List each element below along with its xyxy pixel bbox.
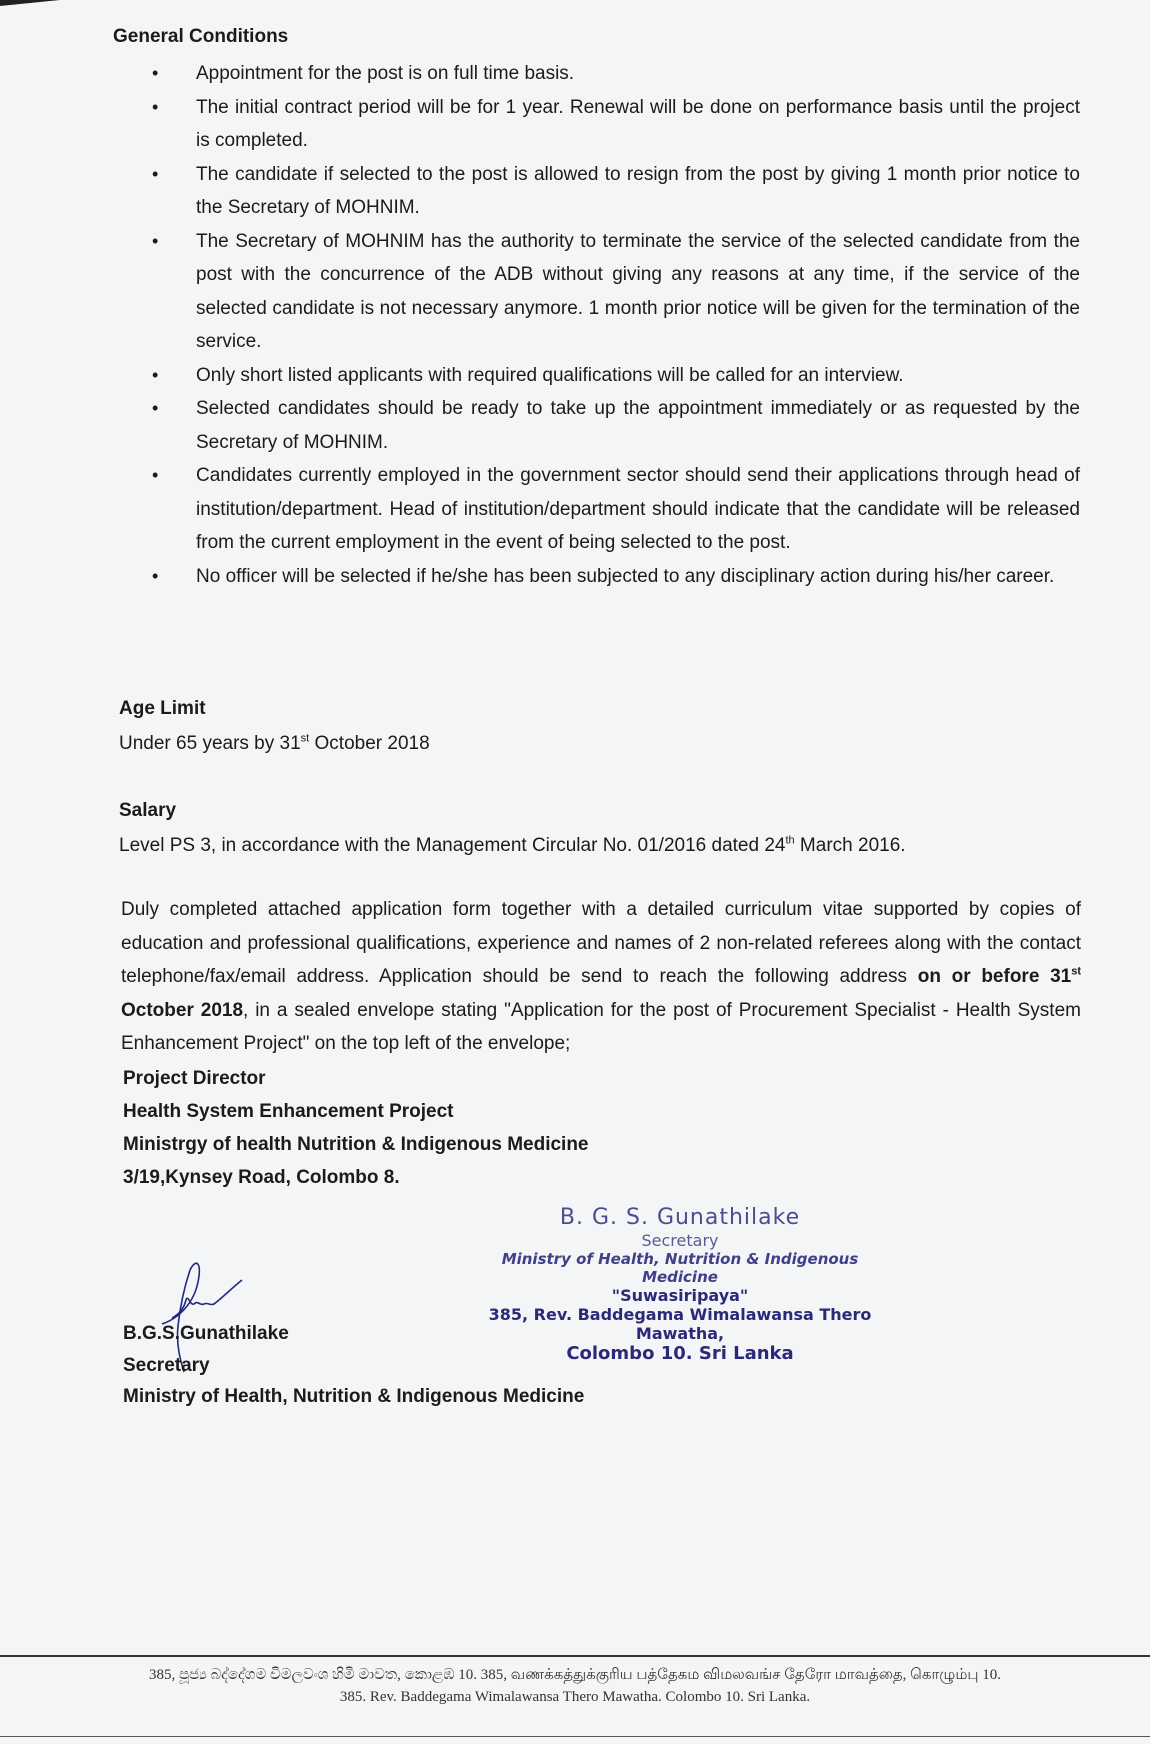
condition-item: • Candidates currently employed in the government sector should send their applications through head of institution/department. Head of institution/department should indicate that the candidate will be released from the current employment in the event of being selected to the post.: [150, 459, 1080, 560]
footer-address-english: 385. Rev. Baddegama Wimalawansa Thero Mawatha. Colombo 10. Sri Lanka.: [339, 1689, 811, 1705]
address-line: Ministrgy of health Nutrition & Indigenous Medicine: [123, 1134, 589, 1155]
salary-heading: Salary: [119, 800, 177, 821]
condition-item: • The initial contract period will be for 1 year. Renewal will be done on performance basis until the project is completed.: [150, 91, 1080, 158]
stamp-ministry: Ministry of Health, Nutrition & Indigenous Medicine: [501, 1250, 859, 1286]
stamp-title: Secretary: [641, 1231, 719, 1250]
age-limit-text: Under 65 years by 31st October 2018: [119, 732, 430, 754]
stamp-building: "Suwasiripaya": [611, 1286, 749, 1305]
footer-address-multilingual: 385, පූජ්‍ය බද්දේගම විමලවංශ හිමි මාවත, කොළඹ 10. 385, வணக்கத்துக்குரிய பத்தேகம விமலவங்ச தேரோ மாவத்தை, கொழும்பு 10.: [148, 1667, 1002, 1683]
address-line: Project Director: [123, 1068, 266, 1089]
footer-divider: [0, 1655, 1150, 1657]
signatory-title: Secretary: [123, 1354, 210, 1376]
stamp-name: B. G. S. Gunathilake: [559, 1205, 801, 1230]
condition-item: • Selected candidates should be ready to take up the appointment immediately or as requested by the Secretary of MOHNIM.: [150, 392, 1080, 459]
condition-item: • Only short listed applicants with required qualifications will be called for an interview.: [150, 359, 1080, 393]
letterhead-footer: [0, 1664, 1150, 1708]
address-line: Health System Enhancement Project: [123, 1101, 454, 1122]
salary-text: Level PS 3, in accordance with the Management Circular No. 01/2016 dated 24th March 2016.: [119, 834, 906, 856]
mailing-address: [123, 1062, 589, 1194]
scan-corner-mark: [0, 0, 60, 6]
official-rubber-stamp: [470, 1205, 890, 1364]
condition-item: • No officer will be selected if he/she has been subjected to any disciplinary action during his/her career.: [150, 560, 1080, 594]
address-line: 3/19,Kynsey Road, Colombo 8.: [123, 1167, 400, 1188]
stamp-street: 385, Rev. Baddegama Wimalawansa Thero Mawatha,: [488, 1305, 872, 1343]
bottom-divider: [0, 1736, 1150, 1737]
general-conditions-list: [150, 57, 1080, 593]
condition-item: • The Secretary of MOHNIM has the authority to terminate the service of the selected candidate from the post with the concurrence of the ADB without giving any reasons at any time, if the service of the selected candidate is not necessary anymore. 1 month prior notice will be given for the termination of the service.: [150, 225, 1080, 359]
stamp-city: Colombo 10. Sri Lanka: [566, 1343, 794, 1364]
condition-item: • The candidate if selected to the post is allowed to resign from the post by giving 1 month prior notice to the Secretary of MOHNIM.: [150, 158, 1080, 225]
application-instructions: Duly completed attached application form together with a detailed curriculum vitae supported by copies of education and professional qualifications, experience and names of 2 non-related referees along with the contact telephone/fax/email address. Application should be send to reach the following address on or before 31st October 2018, in a sealed envelope stating "Application for the post of Procurement Specialist - Health System Enhancement Project" on the top left of the envelope;: [121, 899, 1081, 1054]
condition-item: • Appointment for the post is on full time basis.: [150, 57, 1080, 91]
signatory-ministry: Ministry of Health, Nutrition & Indigenous Medicine: [123, 1386, 585, 1407]
signatory-name: B.G.S.Gunathilake: [123, 1323, 289, 1344]
general-conditions-heading: General Conditions: [113, 26, 289, 47]
age-limit-heading: Age Limit: [119, 698, 206, 719]
